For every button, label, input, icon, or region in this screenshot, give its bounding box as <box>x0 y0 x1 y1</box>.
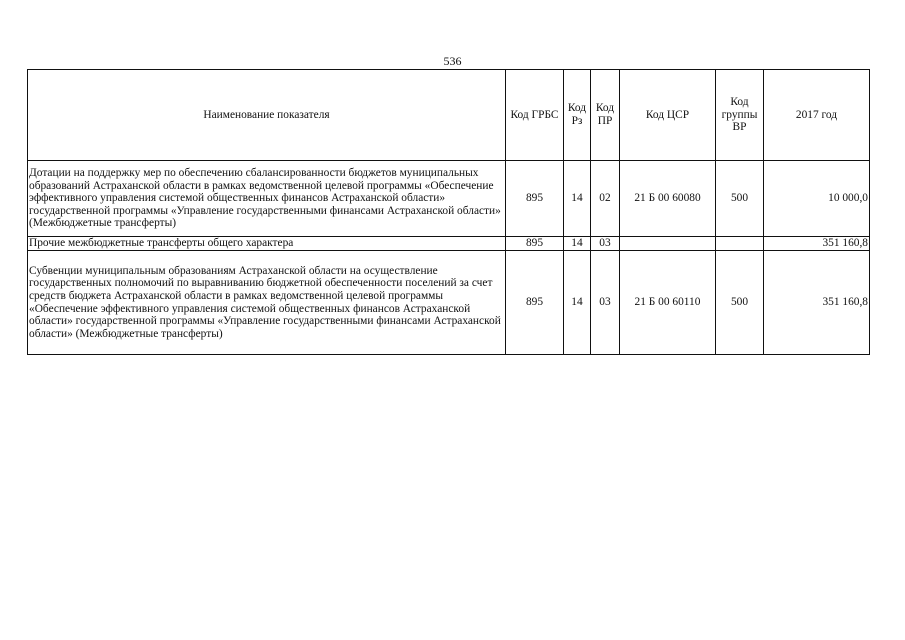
row-name: Дотации на поддержку мер по обеспечению сбалансированности бюджетов муниципальных образований Астраханской области в рамках ведомственной целевой программы «Обеспечение эффективного управления системой общественных финансов Астраханской области» государственной программы «Управление государственными финансами Астраханской области» (Межбюджетные трансферты) <box>28 161 506 237</box>
row-vr: 500 <box>716 161 764 237</box>
row-csr: 21 Б 00 60110 <box>620 251 716 355</box>
row-rz: 14 <box>564 251 591 355</box>
table-row <box>28 237 870 251</box>
row-rz: 14 <box>564 237 591 251</box>
header-pr: Код ПР <box>591 70 620 161</box>
page-number: 536 <box>443 54 462 68</box>
row-pr: 02 <box>591 161 620 237</box>
row-grbs: 895 <box>506 237 564 251</box>
table-row <box>28 161 870 237</box>
row-rz: 14 <box>564 161 591 237</box>
row-pr: 03 <box>591 237 620 251</box>
table-row <box>28 251 870 355</box>
header-csr: Код ЦСР <box>620 70 716 161</box>
row-vr <box>716 237 764 251</box>
row-csr: 21 Б 00 60080 <box>620 161 716 237</box>
row-amount: 10 000,0 <box>764 161 870 237</box>
row-amount: 351 160,8 <box>764 237 870 251</box>
header-vr: Код группы ВР <box>716 70 764 161</box>
header-year: 2017 год <box>764 70 870 161</box>
row-vr: 500 <box>716 251 764 355</box>
row-name: Прочие межбюджетные трансферты общего характера <box>28 237 506 251</box>
budget-table <box>27 69 870 355</box>
row-amount: 351 160,8 <box>764 251 870 355</box>
row-name: Субвенции муниципальным образованиям Астраханской области на осуществление государственных полномочий по выравниванию бюджетной обеспеченности поселений за счет средств бюджета Астраханской области в рамках ведомственной целевой программы «Обеспечение эффективного управления системой общественных финансов Астраханской области» государственной программы «Управление государственными финансами Астраханской области» (Межбюджетные трансферты) <box>28 251 506 355</box>
header-rz: Код Рз <box>564 70 591 161</box>
row-pr: 03 <box>591 251 620 355</box>
header-grbs: Код ГРБС <box>506 70 564 161</box>
table-header-row <box>28 70 870 161</box>
row-grbs: 895 <box>506 251 564 355</box>
row-csr <box>620 237 716 251</box>
header-name: Наименование показателя <box>28 70 506 161</box>
row-grbs: 895 <box>506 161 564 237</box>
